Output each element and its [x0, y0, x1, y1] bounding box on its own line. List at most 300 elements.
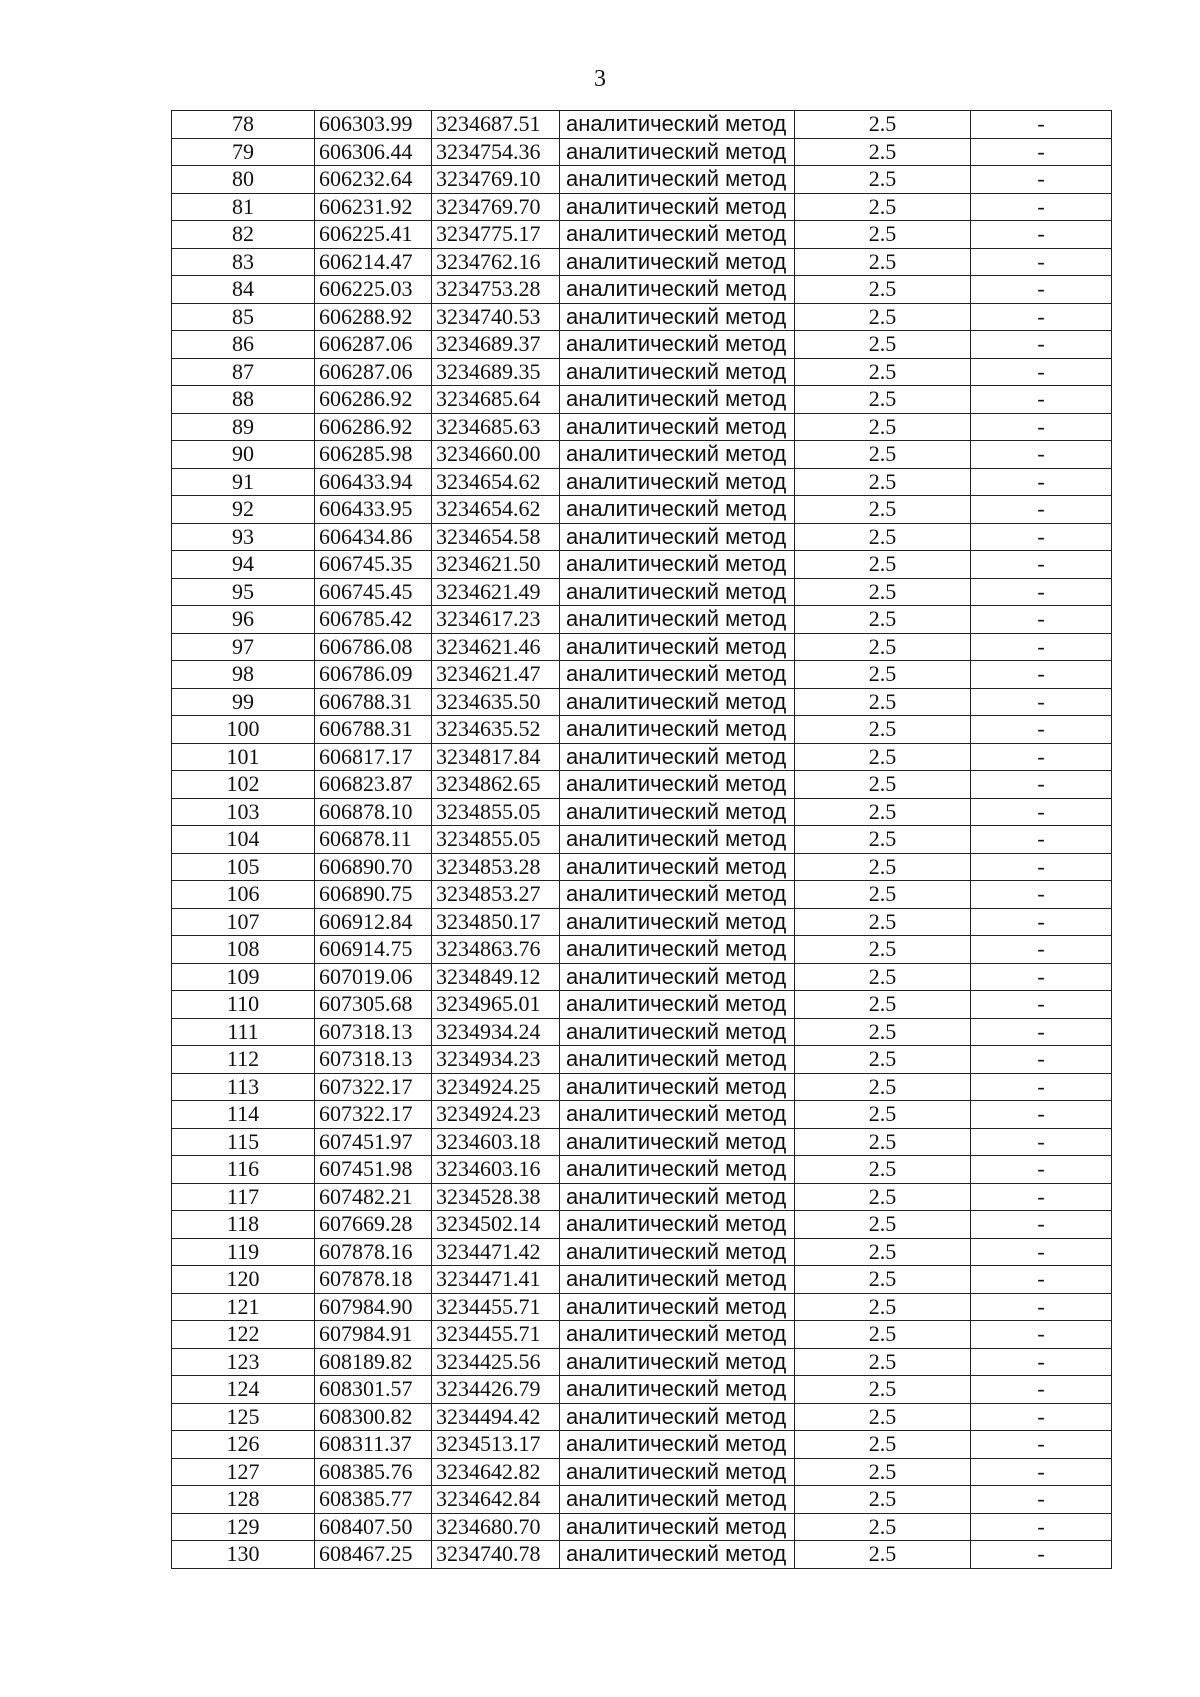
y-coordinate-cell: 3234769.10	[432, 166, 560, 194]
table-row	[172, 496, 1112, 524]
accuracy-cell: 2.5	[795, 221, 971, 249]
y-coordinate-cell: 3234502.14	[432, 1211, 560, 1239]
point-number-cell: 80	[172, 166, 315, 194]
point-number-cell: 108	[172, 936, 315, 964]
extra-cell: -	[971, 1293, 1112, 1321]
table-row	[172, 1321, 1112, 1349]
table-row	[172, 936, 1112, 964]
y-coordinate-cell: 3234680.70	[432, 1513, 560, 1541]
accuracy-cell: 2.5	[795, 688, 971, 716]
y-coordinate-cell: 3234689.35	[432, 358, 560, 386]
extra-cell: -	[971, 441, 1112, 469]
accuracy-cell: 2.5	[795, 716, 971, 744]
accuracy-cell: 2.5	[795, 441, 971, 469]
accuracy-cell: 2.5	[795, 1046, 971, 1074]
point-number-cell: 100	[172, 716, 315, 744]
extra-cell: -	[971, 1348, 1112, 1376]
point-number-cell: 87	[172, 358, 315, 386]
x-coordinate-cell: 606306.44	[315, 138, 432, 166]
method-cell: аналитический метод	[560, 1266, 795, 1294]
point-number-cell: 126	[172, 1431, 315, 1459]
y-coordinate-cell: 3234862.65	[432, 771, 560, 799]
accuracy-cell: 2.5	[795, 1018, 971, 1046]
point-number-cell: 121	[172, 1293, 315, 1321]
extra-cell: -	[971, 771, 1112, 799]
method-cell: аналитический метод	[560, 331, 795, 359]
extra-cell: -	[971, 413, 1112, 441]
table-row	[172, 1238, 1112, 1266]
point-number-cell: 93	[172, 523, 315, 551]
table-row	[172, 1293, 1112, 1321]
point-number-cell: 83	[172, 248, 315, 276]
table-row	[172, 716, 1112, 744]
accuracy-cell: 2.5	[795, 1238, 971, 1266]
x-coordinate-cell: 606286.92	[315, 386, 432, 414]
method-cell: аналитический метод	[560, 551, 795, 579]
method-cell: аналитический метод	[560, 936, 795, 964]
table-row	[172, 1486, 1112, 1514]
method-cell: аналитический метод	[560, 853, 795, 881]
accuracy-cell: 2.5	[795, 1321, 971, 1349]
accuracy-cell: 2.5	[795, 276, 971, 304]
accuracy-cell: 2.5	[795, 1431, 971, 1459]
x-coordinate-cell: 606303.99	[315, 111, 432, 139]
method-cell: аналитический метод	[560, 1321, 795, 1349]
x-coordinate-cell: 606745.35	[315, 551, 432, 579]
x-coordinate-cell: 607019.06	[315, 963, 432, 991]
point-number-cell: 84	[172, 276, 315, 304]
accuracy-cell: 2.5	[795, 413, 971, 441]
extra-cell: -	[971, 358, 1112, 386]
y-coordinate-cell: 3234642.84	[432, 1486, 560, 1514]
point-number-cell: 117	[172, 1183, 315, 1211]
x-coordinate-cell: 608467.25	[315, 1541, 432, 1569]
table-row	[172, 963, 1112, 991]
extra-cell: -	[971, 1101, 1112, 1129]
x-coordinate-cell: 607984.90	[315, 1293, 432, 1321]
point-number-cell: 78	[172, 111, 315, 139]
x-coordinate-cell: 606434.86	[315, 523, 432, 551]
extra-cell: -	[971, 578, 1112, 606]
x-coordinate-cell: 606225.03	[315, 276, 432, 304]
extra-cell: -	[971, 963, 1112, 991]
table-row	[172, 1348, 1112, 1376]
point-number-cell: 81	[172, 193, 315, 221]
method-cell: аналитический метод	[560, 413, 795, 441]
table-row	[172, 248, 1112, 276]
y-coordinate-cell: 3234687.51	[432, 111, 560, 139]
x-coordinate-cell: 608189.82	[315, 1348, 432, 1376]
accuracy-cell: 2.5	[795, 1293, 971, 1321]
table-row	[172, 771, 1112, 799]
point-number-cell: 129	[172, 1513, 315, 1541]
table-row	[172, 1513, 1112, 1541]
y-coordinate-cell: 3234425.56	[432, 1348, 560, 1376]
point-number-cell: 91	[172, 468, 315, 496]
method-cell: аналитический метод	[560, 496, 795, 524]
point-number-cell: 112	[172, 1046, 315, 1074]
table-row	[172, 743, 1112, 771]
point-number-cell: 115	[172, 1128, 315, 1156]
point-number-cell: 105	[172, 853, 315, 881]
method-cell: аналитический метод	[560, 276, 795, 304]
method-cell: аналитический метод	[560, 1376, 795, 1404]
point-number-cell: 101	[172, 743, 315, 771]
x-coordinate-cell: 606786.09	[315, 661, 432, 689]
table-row	[172, 386, 1112, 414]
accuracy-cell: 2.5	[795, 468, 971, 496]
method-cell: аналитический метод	[560, 1458, 795, 1486]
accuracy-cell: 2.5	[795, 1458, 971, 1486]
table-row	[172, 358, 1112, 386]
y-coordinate-cell: 3234455.71	[432, 1321, 560, 1349]
table-row	[172, 1541, 1112, 1569]
extra-cell: -	[971, 1486, 1112, 1514]
table-row	[172, 633, 1112, 661]
accuracy-cell: 2.5	[795, 606, 971, 634]
point-number-cell: 128	[172, 1486, 315, 1514]
extra-cell: -	[971, 221, 1112, 249]
point-number-cell: 89	[172, 413, 315, 441]
table-row	[172, 468, 1112, 496]
point-number-cell: 123	[172, 1348, 315, 1376]
accuracy-cell: 2.5	[795, 386, 971, 414]
extra-cell: -	[971, 688, 1112, 716]
x-coordinate-cell: 608301.57	[315, 1376, 432, 1404]
point-number-cell: 97	[172, 633, 315, 661]
extra-cell: -	[971, 1266, 1112, 1294]
accuracy-cell: 2.5	[795, 551, 971, 579]
y-coordinate-cell: 3234455.71	[432, 1293, 560, 1321]
accuracy-cell: 2.5	[795, 826, 971, 854]
x-coordinate-cell: 606785.42	[315, 606, 432, 634]
x-coordinate-cell: 606786.08	[315, 633, 432, 661]
accuracy-cell: 2.5	[795, 1128, 971, 1156]
x-coordinate-cell: 606231.92	[315, 193, 432, 221]
accuracy-cell: 2.5	[795, 908, 971, 936]
x-coordinate-cell: 606225.41	[315, 221, 432, 249]
method-cell: аналитический метод	[560, 633, 795, 661]
y-coordinate-cell: 3234754.36	[432, 138, 560, 166]
table-row	[172, 1183, 1112, 1211]
y-coordinate-cell: 3234528.38	[432, 1183, 560, 1211]
y-coordinate-cell: 3234471.42	[432, 1238, 560, 1266]
accuracy-cell: 2.5	[795, 1513, 971, 1541]
y-coordinate-cell: 3234689.37	[432, 331, 560, 359]
extra-cell: -	[971, 606, 1112, 634]
method-cell: аналитический метод	[560, 166, 795, 194]
x-coordinate-cell: 606817.17	[315, 743, 432, 771]
extra-cell: -	[971, 1183, 1112, 1211]
point-number-cell: 79	[172, 138, 315, 166]
method-cell: аналитический метод	[560, 716, 795, 744]
accuracy-cell: 2.5	[795, 111, 971, 139]
point-number-cell: 114	[172, 1101, 315, 1129]
y-coordinate-cell: 3234855.05	[432, 798, 560, 826]
x-coordinate-cell: 607322.17	[315, 1073, 432, 1101]
accuracy-cell: 2.5	[795, 936, 971, 964]
table-row	[172, 1046, 1112, 1074]
extra-cell: -	[971, 1541, 1112, 1569]
accuracy-cell: 2.5	[795, 248, 971, 276]
table-row	[172, 331, 1112, 359]
y-coordinate-cell: 3234654.58	[432, 523, 560, 551]
method-cell: аналитический метод	[560, 221, 795, 249]
x-coordinate-cell: 606232.64	[315, 166, 432, 194]
y-coordinate-cell: 3234617.23	[432, 606, 560, 634]
method-cell: аналитический метод	[560, 991, 795, 1019]
method-cell: аналитический метод	[560, 1541, 795, 1569]
extra-cell: -	[971, 1018, 1112, 1046]
method-cell: аналитический метод	[560, 1046, 795, 1074]
point-number-cell: 125	[172, 1403, 315, 1431]
x-coordinate-cell: 606433.94	[315, 468, 432, 496]
accuracy-cell: 2.5	[795, 798, 971, 826]
accuracy-cell: 2.5	[795, 331, 971, 359]
table-row	[172, 1431, 1112, 1459]
accuracy-cell: 2.5	[795, 1211, 971, 1239]
point-number-cell: 86	[172, 331, 315, 359]
x-coordinate-cell: 607318.13	[315, 1046, 432, 1074]
table-row	[172, 111, 1112, 139]
x-coordinate-cell: 606285.98	[315, 441, 432, 469]
extra-cell: -	[971, 908, 1112, 936]
method-cell: аналитический метод	[560, 358, 795, 386]
y-coordinate-cell: 3234621.50	[432, 551, 560, 579]
table-row	[172, 1266, 1112, 1294]
table-row	[172, 193, 1112, 221]
accuracy-cell: 2.5	[795, 193, 971, 221]
table-row	[172, 276, 1112, 304]
x-coordinate-cell: 606823.87	[315, 771, 432, 799]
y-coordinate-cell: 3234924.25	[432, 1073, 560, 1101]
table-row	[172, 1403, 1112, 1431]
method-cell: аналитический метод	[560, 743, 795, 771]
table-row	[172, 688, 1112, 716]
y-coordinate-cell: 3234853.28	[432, 853, 560, 881]
table-row	[172, 578, 1112, 606]
point-number-cell: 102	[172, 771, 315, 799]
x-coordinate-cell: 606214.47	[315, 248, 432, 276]
y-coordinate-cell: 3234603.16	[432, 1156, 560, 1184]
x-coordinate-cell: 607322.17	[315, 1101, 432, 1129]
table-row	[172, 551, 1112, 579]
y-coordinate-cell: 3234740.53	[432, 303, 560, 331]
method-cell: аналитический метод	[560, 661, 795, 689]
table-row	[172, 606, 1112, 634]
table-row	[172, 1101, 1112, 1129]
x-coordinate-cell: 607984.91	[315, 1321, 432, 1349]
y-coordinate-cell: 3234934.23	[432, 1046, 560, 1074]
extra-cell: -	[971, 1128, 1112, 1156]
extra-cell: -	[971, 1211, 1112, 1239]
accuracy-cell: 2.5	[795, 496, 971, 524]
x-coordinate-cell: 606287.06	[315, 331, 432, 359]
point-number-cell: 85	[172, 303, 315, 331]
x-coordinate-cell: 606433.95	[315, 496, 432, 524]
method-cell: аналитический метод	[560, 1348, 795, 1376]
x-coordinate-cell: 607318.13	[315, 1018, 432, 1046]
point-number-cell: 110	[172, 991, 315, 1019]
accuracy-cell: 2.5	[795, 523, 971, 551]
extra-cell: -	[971, 743, 1112, 771]
extra-cell: -	[971, 853, 1112, 881]
y-coordinate-cell: 3234685.64	[432, 386, 560, 414]
extra-cell: -	[971, 936, 1112, 964]
accuracy-cell: 2.5	[795, 578, 971, 606]
y-coordinate-cell: 3234965.01	[432, 991, 560, 1019]
method-cell: аналитический метод	[560, 881, 795, 909]
x-coordinate-cell: 607451.97	[315, 1128, 432, 1156]
method-cell: аналитический метод	[560, 798, 795, 826]
y-coordinate-cell: 3234817.84	[432, 743, 560, 771]
extra-cell: -	[971, 111, 1112, 139]
x-coordinate-cell: 606878.11	[315, 826, 432, 854]
x-coordinate-cell: 606286.92	[315, 413, 432, 441]
point-number-cell: 94	[172, 551, 315, 579]
y-coordinate-cell: 3234621.47	[432, 661, 560, 689]
method-cell: аналитический метод	[560, 1293, 795, 1321]
method-cell: аналитический метод	[560, 578, 795, 606]
method-cell: аналитический метод	[560, 606, 795, 634]
accuracy-cell: 2.5	[795, 853, 971, 881]
table-row	[172, 881, 1112, 909]
y-coordinate-cell: 3234924.23	[432, 1101, 560, 1129]
method-cell: аналитический метод	[560, 1211, 795, 1239]
y-coordinate-cell: 3234855.05	[432, 826, 560, 854]
table-row	[172, 413, 1112, 441]
x-coordinate-cell: 607451.98	[315, 1156, 432, 1184]
accuracy-cell: 2.5	[795, 138, 971, 166]
extra-cell: -	[971, 826, 1112, 854]
method-cell: аналитический метод	[560, 1018, 795, 1046]
point-number-cell: 82	[172, 221, 315, 249]
accuracy-cell: 2.5	[795, 991, 971, 1019]
y-coordinate-cell: 3234426.79	[432, 1376, 560, 1404]
extra-cell: -	[971, 1238, 1112, 1266]
method-cell: аналитический метод	[560, 1513, 795, 1541]
y-coordinate-cell: 3234642.82	[432, 1458, 560, 1486]
y-coordinate-cell: 3234635.52	[432, 716, 560, 744]
table-row	[172, 441, 1112, 469]
extra-cell: -	[971, 496, 1112, 524]
method-cell: аналитический метод	[560, 963, 795, 991]
table-row	[172, 908, 1112, 936]
x-coordinate-cell: 606912.84	[315, 908, 432, 936]
y-coordinate-cell: 3234863.76	[432, 936, 560, 964]
extra-cell: -	[971, 248, 1112, 276]
table-row	[172, 1211, 1112, 1239]
extra-cell: -	[971, 881, 1112, 909]
method-cell: аналитический метод	[560, 1238, 795, 1266]
page-number: 3	[594, 66, 606, 92]
table-row	[172, 826, 1112, 854]
x-coordinate-cell: 606878.10	[315, 798, 432, 826]
method-cell: аналитический метод	[560, 1128, 795, 1156]
accuracy-cell: 2.5	[795, 881, 971, 909]
x-coordinate-cell: 606788.31	[315, 716, 432, 744]
point-number-cell: 130	[172, 1541, 315, 1569]
y-coordinate-cell: 3234635.50	[432, 688, 560, 716]
method-cell: аналитический метод	[560, 303, 795, 331]
method-cell: аналитический метод	[560, 193, 795, 221]
x-coordinate-cell: 606288.92	[315, 303, 432, 331]
table-row	[172, 853, 1112, 881]
extra-cell: -	[971, 1458, 1112, 1486]
extra-cell: -	[971, 166, 1112, 194]
accuracy-cell: 2.5	[795, 771, 971, 799]
method-cell: аналитический метод	[560, 468, 795, 496]
x-coordinate-cell: 607669.28	[315, 1211, 432, 1239]
extra-cell: -	[971, 193, 1112, 221]
extra-cell: -	[971, 1046, 1112, 1074]
extra-cell: -	[971, 633, 1112, 661]
accuracy-cell: 2.5	[795, 1486, 971, 1514]
method-cell: аналитический метод	[560, 1403, 795, 1431]
extra-cell: -	[971, 303, 1112, 331]
extra-cell: -	[971, 551, 1112, 579]
method-cell: аналитический метод	[560, 111, 795, 139]
table-row	[172, 1376, 1112, 1404]
y-coordinate-cell: 3234769.70	[432, 193, 560, 221]
y-coordinate-cell: 3234775.17	[432, 221, 560, 249]
extra-cell: -	[971, 138, 1112, 166]
y-coordinate-cell: 3234853.27	[432, 881, 560, 909]
accuracy-cell: 2.5	[795, 633, 971, 661]
x-coordinate-cell: 606890.75	[315, 881, 432, 909]
extra-cell: -	[971, 276, 1112, 304]
extra-cell: -	[971, 1513, 1112, 1541]
point-number-cell: 99	[172, 688, 315, 716]
method-cell: аналитический метод	[560, 908, 795, 936]
table-row	[172, 1156, 1112, 1184]
extra-cell: -	[971, 1403, 1112, 1431]
extra-cell: -	[971, 523, 1112, 551]
point-number-cell: 109	[172, 963, 315, 991]
y-coordinate-cell: 3234849.12	[432, 963, 560, 991]
table-row	[172, 661, 1112, 689]
y-coordinate-cell: 3234762.16	[432, 248, 560, 276]
extra-cell: -	[971, 661, 1112, 689]
point-number-cell: 124	[172, 1376, 315, 1404]
y-coordinate-cell: 3234660.00	[432, 441, 560, 469]
x-coordinate-cell: 608311.37	[315, 1431, 432, 1459]
x-coordinate-cell: 606914.75	[315, 936, 432, 964]
method-cell: аналитический метод	[560, 771, 795, 799]
method-cell: аналитический метод	[560, 441, 795, 469]
point-number-cell: 90	[172, 441, 315, 469]
point-number-cell: 95	[172, 578, 315, 606]
method-cell: аналитический метод	[560, 1073, 795, 1101]
x-coordinate-cell: 606287.06	[315, 358, 432, 386]
y-coordinate-cell: 3234850.17	[432, 908, 560, 936]
point-number-cell: 119	[172, 1238, 315, 1266]
extra-cell: -	[971, 798, 1112, 826]
extra-cell: -	[971, 1431, 1112, 1459]
extra-cell: -	[971, 991, 1112, 1019]
method-cell: аналитический метод	[560, 1486, 795, 1514]
table-row	[172, 1128, 1112, 1156]
method-cell: аналитический метод	[560, 248, 795, 276]
point-number-cell: 116	[172, 1156, 315, 1184]
y-coordinate-cell: 3234494.42	[432, 1403, 560, 1431]
point-number-cell: 104	[172, 826, 315, 854]
y-coordinate-cell: 3234685.63	[432, 413, 560, 441]
accuracy-cell: 2.5	[795, 963, 971, 991]
point-number-cell: 106	[172, 881, 315, 909]
point-number-cell: 122	[172, 1321, 315, 1349]
accuracy-cell: 2.5	[795, 303, 971, 331]
